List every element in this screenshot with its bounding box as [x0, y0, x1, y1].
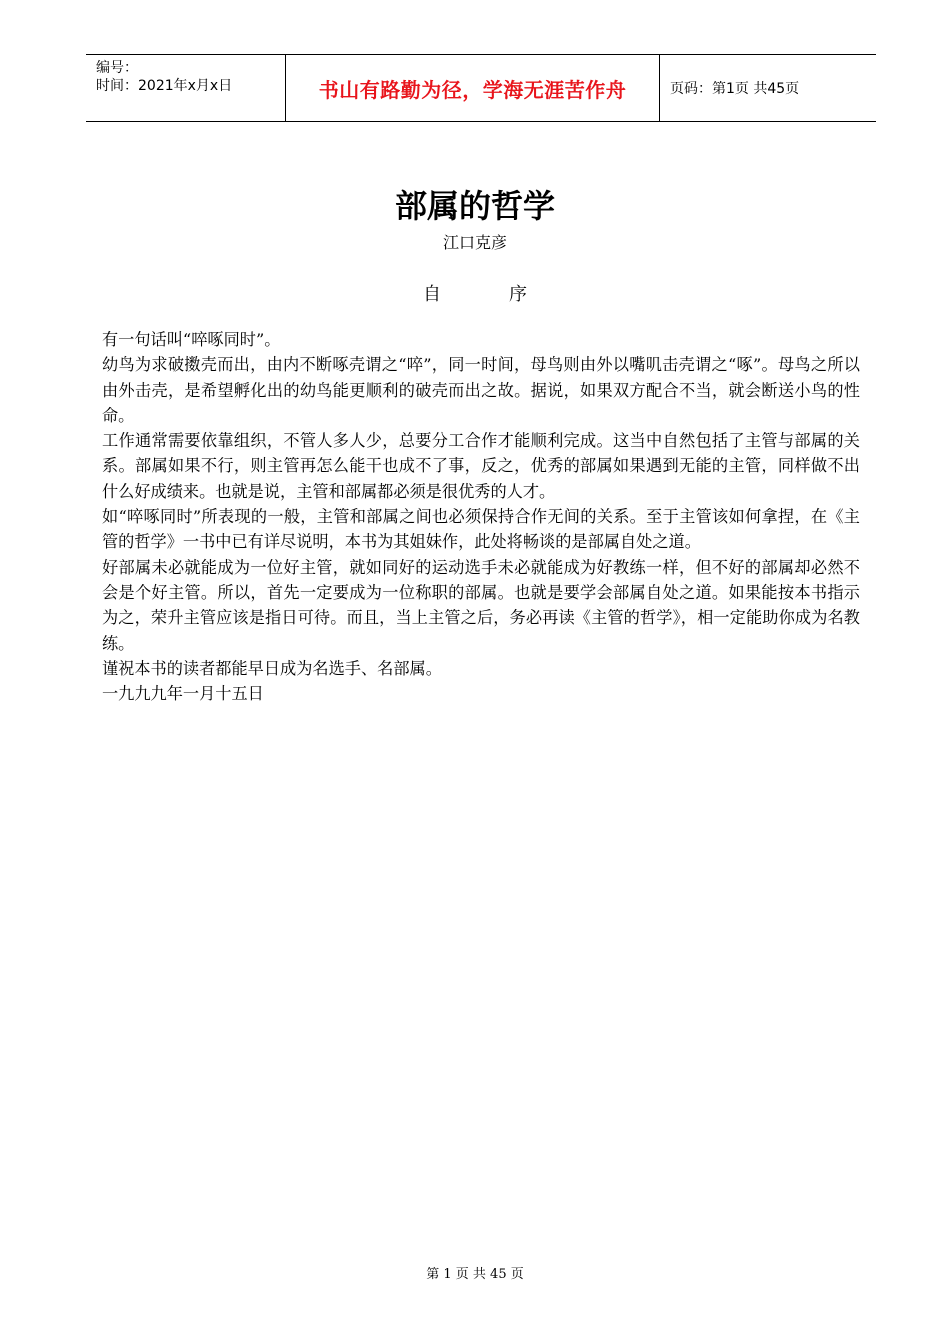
document-author: 江口克彦: [442, 233, 507, 252]
header-meta: [86, 55, 286, 121]
preface-heading-left: 自: [423, 284, 441, 305]
document-title: 部属的哲学: [394, 187, 555, 225]
preface-heading-right: 序: [509, 284, 527, 305]
paragraph: 工作通常需要依靠组织，不管人多人少，总要分工合作才能顺利完成。这当中自然包括了主管与部属的关系。部属如果不行，则主管再怎么能干也成不了事，反之，优秀的部属如果遇到无能的主管，同样做不出什么好成绩来。也就是说，主管和部属都必须是很优秀的人才。: [102, 431, 860, 501]
preface-heading: [0, 284, 950, 306]
header-number-label: 编号：: [96, 60, 138, 76]
header-page-info: 页码：第1页 共45页: [670, 81, 800, 97]
paragraph: 好部属未必就能成为一位好主管，就如同好的运动选手未必就能成为好教练一样，但不好的部属却必然不会是个好主管。所以，首先一定要成为一位称职的部属。也就是要学会部属自处之道。如果能按本书指示为之，荣升主管应该是指日可待。而且，当上主管之后，务必再读《主管的哲学》，相一定能助你成为名教练。: [102, 557, 860, 653]
paragraph: 如“啐啄同时”所表现的一般，主管和部属之间也必须保持合作无间的关系。至于主管该如何拿捏，在《主管的哲学》一书中已有详尽说明，本书为其姐妹作，此处将畅谈的是部属自处之道。: [102, 507, 860, 552]
preface-body: [102, 327, 860, 706]
paragraph: 谨祝本书的读者都能早日成为名选手、名部属。: [102, 658, 442, 678]
page-header: [86, 54, 876, 122]
page-footer: 第 1 页 共 45 页: [426, 1267, 524, 1282]
header-motto: 书山有路勤为径，学海无涯苦作舟: [286, 55, 660, 121]
paragraph: 有一句话叫“啐啄同时”。: [102, 330, 281, 349]
header-time-label: 时间：2021年x月x日: [96, 78, 233, 94]
preface-date: 一九九九年一月十五日: [102, 684, 264, 704]
paragraph: 幼鸟为求破擞壳而出，由内不断啄壳谓之“啐”，同一时间，母鸟则由外以嘴叽击壳谓之“啄”。母鸟之所以由外击壳，是希望孵化出的幼鸟能更顺利的破壳而出之故。据说，如果双方配合不当，就会断送小鸟的性命。: [102, 355, 860, 425]
